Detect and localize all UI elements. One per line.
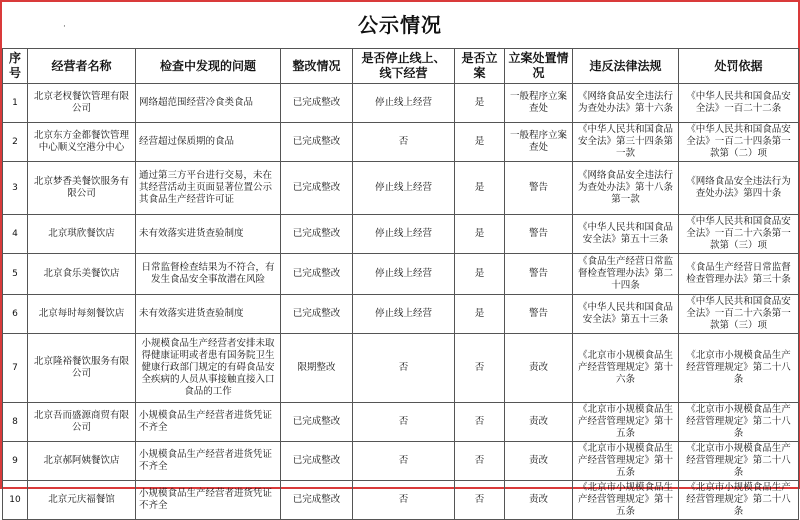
cell-law: 《北京市小规模食品生产经营管理规定》第十五条	[573, 481, 679, 520]
cell-basis: 《北京市小规模食品生产经营管理规定》第二十八条	[679, 442, 799, 481]
cell-law: 《北京市小规模食品生产经营管理规定》第十六条	[573, 334, 679, 403]
header-basis: 处罚依据	[679, 49, 799, 84]
cell-filed: 是	[455, 215, 505, 254]
cell-stop: 停止线上经营	[353, 162, 455, 215]
cell-name: 北京食乐美餐饮店	[28, 254, 136, 295]
cell-rectify: 已完成整改	[281, 162, 353, 215]
cell-basis: 《北京市小规模食品生产经营管理规定》第二十八条	[679, 403, 799, 442]
cell-name: 北京隆裕餐饮服务有限公司	[28, 334, 136, 403]
table-row	[3, 403, 799, 442]
cell-basis: 《网络食品安全违法行为查处办法》第四十条	[679, 162, 799, 215]
table-row	[3, 442, 799, 481]
cell-law: 《北京市小规模食品生产经营管理规定》第十五条	[573, 403, 679, 442]
publicity-table	[2, 48, 799, 520]
cell-disposal: 责改	[505, 403, 573, 442]
cell-no: 3	[3, 162, 28, 215]
cell-filed: 是	[455, 254, 505, 295]
cell-disposal: 警告	[505, 254, 573, 295]
header-stop: 是否停止线上、线下经营	[353, 49, 455, 84]
header-disposal: 立案处置情况	[505, 49, 573, 84]
cell-law: 《食品生产经营日常监督检查管理办法》第二十四条	[573, 254, 679, 295]
cell-rectify: 已完成整改	[281, 403, 353, 442]
cell-no: 2	[3, 123, 28, 162]
cell-stop: 停止线上经营	[353, 215, 455, 254]
cell-stop: 否	[353, 123, 455, 162]
cell-basis: 《中华人民共和国食品安全法》一百二十二条	[679, 84, 799, 123]
cell-name: 北京每时每刻餐饮店	[28, 295, 136, 334]
cell-stop: 停止线上经营	[353, 254, 455, 295]
cell-rectify: 已完成整改	[281, 215, 353, 254]
cell-name: 北京老杈餐饮管理有限公司	[28, 84, 136, 123]
cell-rectify: 已完成整改	[281, 84, 353, 123]
table-row	[3, 481, 799, 520]
cell-no: 5	[3, 254, 28, 295]
table-row	[3, 295, 799, 334]
cell-filed: 否	[455, 481, 505, 520]
cell-name: 北京吾而盛源商贸有限公司	[28, 403, 136, 442]
cell-disposal: 责改	[505, 442, 573, 481]
cell-rectify: 已完成整改	[281, 254, 353, 295]
cell-stop: 否	[353, 481, 455, 520]
table-row	[3, 162, 799, 215]
cell-disposal: 一般程序立案查处	[505, 123, 573, 162]
stray-mark: ·	[63, 22, 66, 32]
cell-disposal: 警告	[505, 215, 573, 254]
cell-stop: 否	[353, 403, 455, 442]
cell-filed: 是	[455, 295, 505, 334]
cell-stop: 否	[353, 334, 455, 403]
header-no: 序号	[3, 49, 28, 84]
cell-problem: 小规模食品生产经营者进货凭证不齐全	[136, 481, 281, 520]
cell-law: 《中华人民共和国食品安全法》第五十三条	[573, 215, 679, 254]
header-rectify: 整改情况	[281, 49, 353, 84]
cell-no: 6	[3, 295, 28, 334]
cell-name: 北京琪欣餐饮店	[28, 215, 136, 254]
cell-filed: 否	[455, 334, 505, 403]
cell-law: 《网络食品安全违法行为查处办法》第十六条	[573, 84, 679, 123]
table-header-row	[3, 49, 799, 84]
cell-filed: 否	[455, 403, 505, 442]
cell-problem: 未有效落实进货查验制度	[136, 215, 281, 254]
table-row	[3, 123, 799, 162]
header-law: 违反法律法规	[573, 49, 679, 84]
cell-basis: 《中华人民共和国食品安全法》一百二十四条第一款第（二）项	[679, 123, 799, 162]
cell-rectify: 限期整改	[281, 334, 353, 403]
cell-name: 北京元庆福餐馆	[28, 481, 136, 520]
cell-filed: 是	[455, 162, 505, 215]
cell-basis: 《中华人民共和国食品安全法》一百二十六条第一款第（三）项	[679, 215, 799, 254]
cell-rectify: 已完成整改	[281, 123, 353, 162]
cell-name: 北京东方金都餐饮管理中心顺义空港分中心	[28, 123, 136, 162]
cell-problem: 小规模食品生产经营者进货凭证不齐全	[136, 442, 281, 481]
table-row	[3, 215, 799, 254]
cell-problem: 小规模食品生产经营者安排未取得健康证明或者患有国务院卫生健康行政部门规定的有碍食品安全疾病的人员从事接触直接入口食品的工作	[136, 334, 281, 403]
page-title: 公示情况	[358, 13, 442, 37]
cell-name: 北京郝阿姨餐饮店	[28, 442, 136, 481]
cell-no: 9	[3, 442, 28, 481]
cell-law: 《中华人民共和国食品安全法》第五十三条	[573, 295, 679, 334]
header-filed: 是否立案	[455, 49, 505, 84]
cell-problem: 日常监督检查结果为不符合，有发生食品安全事故潜在风险	[136, 254, 281, 295]
cell-basis: 《中华人民共和国食品安全法》一百二十六条第一款第（三）项	[679, 295, 799, 334]
cell-rectify: 已完成整改	[281, 295, 353, 334]
cell-law: 《中华人民共和国食品安全法》第三十四条第一款	[573, 123, 679, 162]
cell-problem: 通过第三方平台进行交易，未在其经营活动主页面显著位置公示其食品生产经营许可证	[136, 162, 281, 215]
cell-problem: 经营超过保质期的食品	[136, 123, 281, 162]
cell-disposal: 一般程序立案查处	[505, 84, 573, 123]
cell-basis: 《北京市小规模食品生产经营管理规定》第二十八条	[679, 334, 799, 403]
cell-disposal: 警告	[505, 162, 573, 215]
cell-stop: 停止线上经营	[353, 84, 455, 123]
cell-filed: 否	[455, 442, 505, 481]
table-row	[3, 84, 799, 123]
cell-no: 8	[3, 403, 28, 442]
cell-law: 《北京市小规模食品生产经营管理规定》第十五条	[573, 442, 679, 481]
cell-filed: 是	[455, 84, 505, 123]
table-row	[3, 334, 799, 403]
cell-stop: 否	[353, 442, 455, 481]
cell-problem: 小规模食品生产经营者进货凭证不齐全	[136, 403, 281, 442]
cell-filed: 是	[455, 123, 505, 162]
header-name: 经营者名称	[28, 49, 136, 84]
cell-stop: 停止线上经营	[353, 295, 455, 334]
header-problem: 检查中发现的问题	[136, 49, 281, 84]
cell-problem: 网络超范围经营冷食类食品	[136, 84, 281, 123]
cell-no: 10	[3, 481, 28, 520]
table-row	[3, 254, 799, 295]
cell-basis: 《北京市小规模食品生产经营管理规定》第二十八条	[679, 481, 799, 520]
cell-no: 7	[3, 334, 28, 403]
cell-law: 《网络食品安全违法行为查处办法》第十八条第一款	[573, 162, 679, 215]
cell-no: 1	[3, 84, 28, 123]
cell-basis: 《食品生产经营日常监督检查管理办法》第三十条	[679, 254, 799, 295]
cell-no: 4	[3, 215, 28, 254]
cell-disposal: 警告	[505, 295, 573, 334]
cell-disposal: 责改	[505, 481, 573, 520]
cell-name: 北京梦香美餐饮服务有限公司	[28, 162, 136, 215]
cell-rectify: 已完成整改	[281, 442, 353, 481]
cell-disposal: 责改	[505, 334, 573, 403]
cell-rectify: 已完成整改	[281, 481, 353, 520]
cell-problem: 未有效落实进货查验制度	[136, 295, 281, 334]
